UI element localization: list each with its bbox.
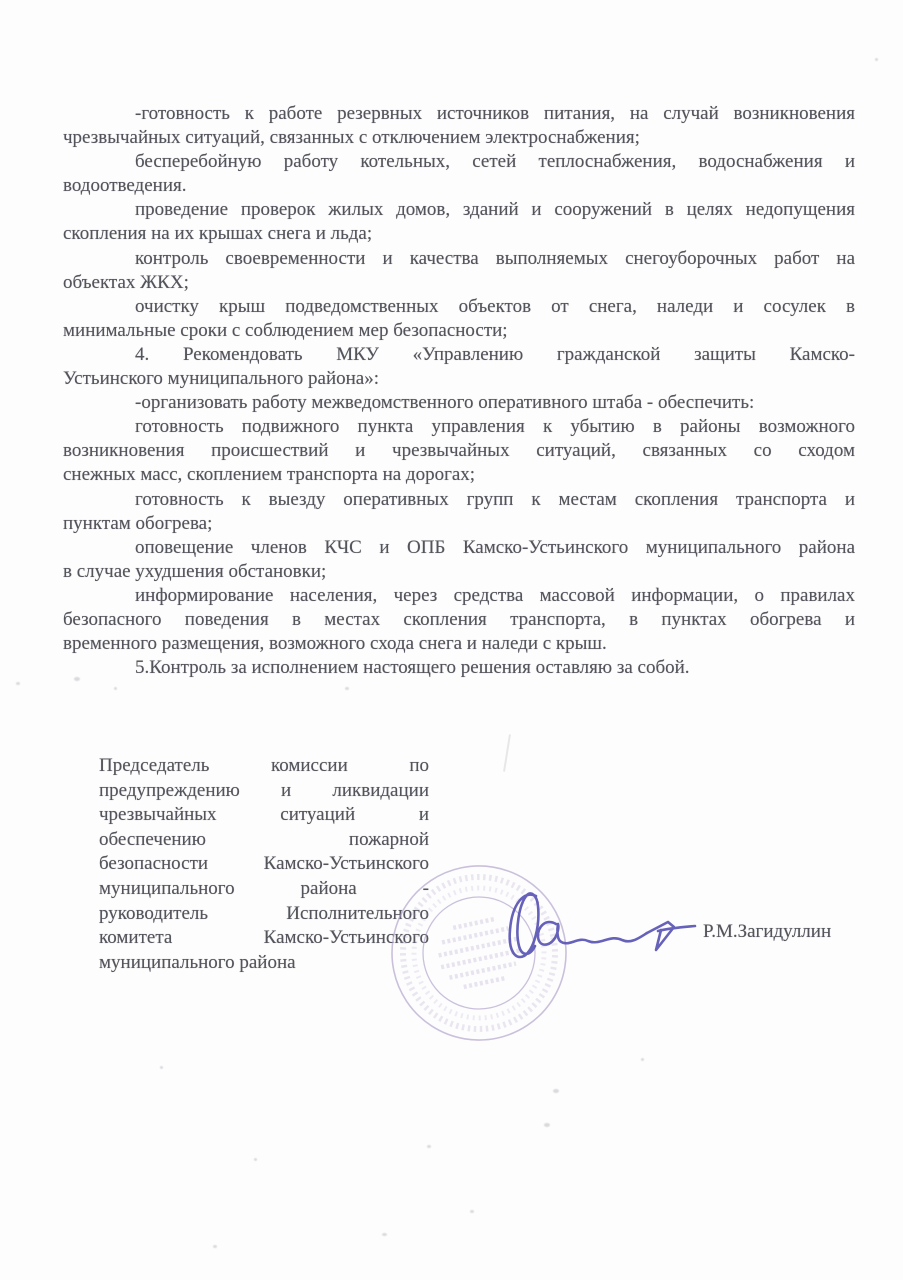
scan-speckle	[345, 687, 349, 690]
scan-speckle	[382, 1233, 387, 1236]
signer-title-line: муниципального района -	[99, 877, 429, 899]
signer-title-line: безопасности Камско-Устьинского	[99, 853, 429, 875]
document-body-text	[63, 102, 855, 680]
text-line: в случае ухудшения обстановки;	[63, 560, 327, 582]
text-line: снежных масс, скоплением транспорта на дорогах;	[63, 464, 476, 486]
text-line: чрезвычайных ситуаций, связанных с отключением электроснабжения;	[63, 127, 640, 149]
text-line: информирование населения, через средства массовой информации, о правилах	[135, 584, 855, 606]
text-line: возникновения происшествий и чрезвычайных ситуаций, связанных со сходом	[63, 440, 855, 462]
scan-speckle	[470, 1210, 474, 1213]
scan-speckle	[160, 1066, 163, 1069]
signer-title-line: предупреждению и ликвидации	[99, 779, 429, 801]
text-line: скопления на их крышах снега и льда;	[63, 223, 373, 245]
scan-speckle	[544, 1123, 550, 1127]
text-line: оповещение членов КЧС и ОПБ Камско-Устьинского муниципального района	[135, 536, 855, 558]
text-line: готовность к выезду оперативных групп к местам скопления транспорта и	[135, 488, 855, 510]
signer-title-line: муниципального района	[99, 951, 296, 973]
scan-speckle	[213, 1245, 217, 1248]
text-line: безопасного поведения в местах скопления транспорта, в пунктах обогрева и	[63, 608, 855, 630]
signer-title-line: Председатель комиссии по	[99, 755, 429, 776]
text-line: -готовность к работе резервных источников питания, на случай возникновения	[135, 103, 855, 124]
text-line: готовность подвижного пункта управления к убытию в районы возможного	[135, 416, 855, 438]
scan-speckle	[641, 1058, 644, 1061]
scan-smudge	[503, 734, 511, 772]
scan-speckle	[553, 1089, 559, 1093]
scan-speckle	[427, 1145, 431, 1148]
text-line: объектах ЖКХ;	[63, 271, 189, 293]
scan-speckle	[74, 677, 80, 681]
text-line: 5.Контроль за исполнением настоящего решения оставляю за собой.	[135, 657, 690, 679]
text-line: временного размещения, возможного схода снега и наледи с крыш.	[63, 633, 607, 655]
text-line: бесперебойную работу котельных, сетей теплоснабжения, водоснабжения и	[135, 151, 855, 173]
signer-title-line: комитета Камско-Устьинского	[99, 927, 429, 949]
text-line: водоотведения.	[63, 175, 187, 197]
text-line: Устьинского муниципального района»:	[63, 368, 380, 390]
text-line: минимальные сроки с соблюдением мер безопасности;	[63, 319, 508, 341]
signer-title-line: обеспечению пожарной	[99, 828, 429, 850]
text-line: -организовать работу межведомственного оперативного штаба - обеспечить:	[135, 392, 755, 414]
text-line: проведение проверок жилых домов, зданий и сооружений в целях недопущения	[135, 199, 855, 221]
signer-title-block	[99, 754, 429, 975]
signer-title-line: чрезвычайных ситуаций и	[99, 804, 429, 826]
signer-title-line: руководитель Исполнительного	[99, 902, 429, 924]
scan-speckle	[875, 58, 878, 61]
scan-speckle	[254, 1158, 257, 1161]
handwritten-signature	[498, 878, 708, 1013]
scan-speckle	[16, 682, 20, 685]
text-line: пунктам обогрева;	[63, 512, 213, 534]
scan-speckle	[114, 687, 117, 690]
text-line: 4. Рекомендовать МКУ «Управлению гражданской защиты Камско-	[135, 343, 855, 365]
signer-name: Р.М.Загидуллин	[703, 921, 832, 942]
text-line: очистку крыш подведомственных объектов от снега, наледи и сосулек в	[135, 295, 855, 317]
text-line: контроль своевременности и качества выполняемых снегоуборочных работ на	[135, 247, 855, 269]
